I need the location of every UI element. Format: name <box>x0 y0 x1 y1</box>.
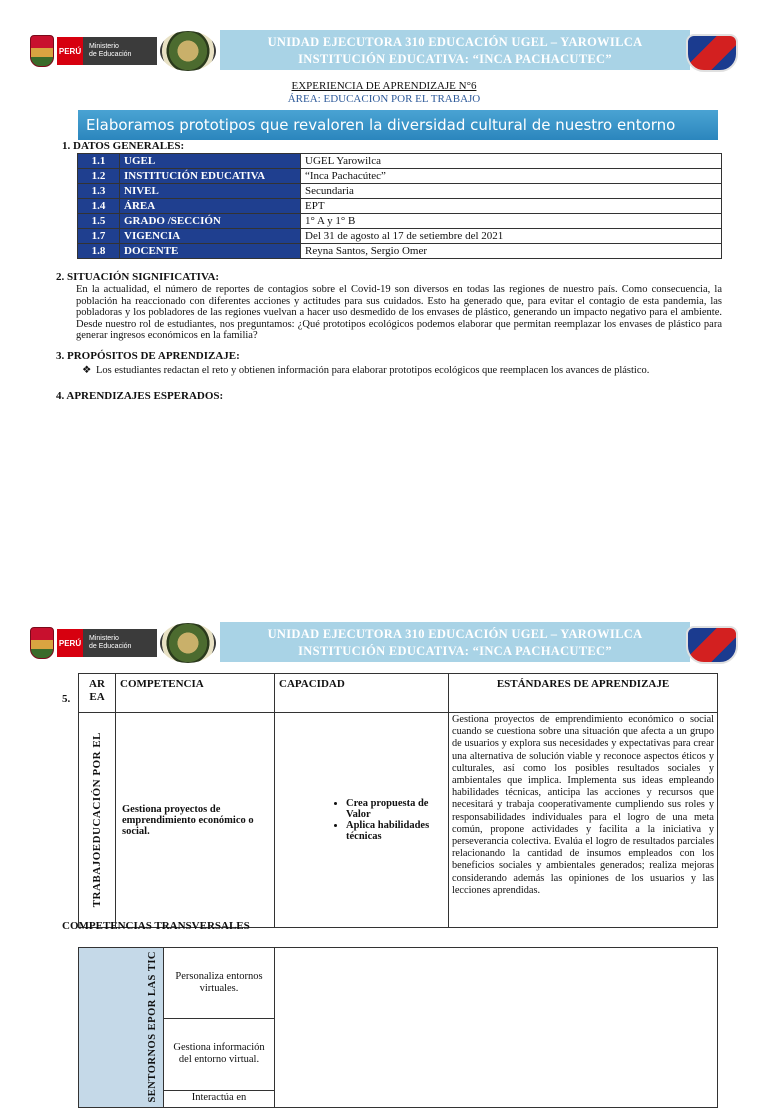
transversal-option: Gestiona información del entorno virtual. <box>164 1019 275 1090</box>
section-general-data: 1. DATOS GENERALES: <box>62 140 185 152</box>
general-data-row <box>78 214 722 229</box>
row-label: INSTITUCIÓN EDUCATIVA <box>120 169 301 184</box>
area-cell <box>79 713 116 928</box>
row-number: 1.4 <box>78 199 120 214</box>
purpose-text: Los estudiantes redactan el reto y obtienen información para elaborar prototipos ecológicos que reemplacen los avances de plástico. <box>96 365 650 376</box>
general-data-row <box>78 184 722 199</box>
experience-title: EXPERIENCIA DE APRENDIZAJE N°6 <box>291 80 477 92</box>
competency-table <box>78 673 718 928</box>
purpose-item <box>82 365 716 377</box>
general-data-row <box>78 229 722 244</box>
school-shield-icon <box>686 626 738 664</box>
theme-title: Elaboramos prototipos que revaloren la diversidad cultural de nuestro entorno <box>78 110 718 140</box>
transversal-option: Personaliza entornos virtuales. <box>164 948 275 1019</box>
general-data-row <box>78 199 722 214</box>
row-label: NIVEL <box>120 184 301 199</box>
school-shield-icon <box>686 34 738 72</box>
row-value: 1° A y 1° B <box>301 214 722 229</box>
ugel-logo-icon <box>160 623 216 663</box>
row-label: VIGENCIA <box>120 229 301 244</box>
header-capacidad: CAPACIDAD <box>275 674 449 713</box>
header-competencia: COMPETENCIA <box>116 674 275 713</box>
transversal-empty-cell <box>275 948 718 1108</box>
row-value: Del 31 de agosto al 17 de setiembre del 2021 <box>301 229 722 244</box>
row-number: 1.3 <box>78 184 120 199</box>
section-expected-learning: 4. APRENDIZAJES ESPERADOS: <box>56 390 224 402</box>
peru-crest-icon <box>30 627 54 659</box>
ministry-logo <box>30 626 158 660</box>
transversal-vertical-label: SENTORNOS EPOR LAS TIC <box>147 951 158 1103</box>
header-banner <box>220 622 690 662</box>
ministry-logo <box>30 34 158 68</box>
row-label: DOCENTE <box>120 244 301 259</box>
transversal-vertical-cell <box>79 948 164 1108</box>
section-situation: 2. SITUACIÓN SIGNIFICATIVA: <box>56 271 220 283</box>
row-number: 1.7 <box>78 229 120 244</box>
row-label: UGEL <box>120 154 301 169</box>
competency-header-row <box>79 674 718 713</box>
capacities-cell <box>275 713 449 928</box>
section-purposes: 3. PROPÓSITOS DE APRENDIZAJE: <box>56 350 240 362</box>
peru-label: PERÚ <box>57 629 83 657</box>
standard-text: Gestiona proyectos de emprendimiento económico o social cuando se cuestiona sobre una situación que afecta a un grupo de usuarios y explora sus necesidades y expectativas para crear una alternativa de solución viable y reconoce aspectos éticos y culturales, así como los posibles resultados sociales y ambientales que implica. Implementa sus ideas empleando habilidades técnicas, anticipa las acciones y recursos que necesitará y trabaja cooperativamente cumpliendo sus roles y responsabilidades individuales para el logro de una meta común, propone actividades y facilita a la iniciativa y perseverancia colectiva. Evalúa el logro de resultados parciales relacionando la cantidad de insumos empleados con los beneficios sociales y ambientales generados; realiza mejoras considerando además las opiniones de los usuarios y las lecciones aprendidas. <box>449 713 718 928</box>
competency-name: Gestiona proyectos de emprendimiento económico o social. <box>116 713 275 928</box>
ministry-label: Ministerio de Educación <box>83 37 157 65</box>
transversal-option: Interactúa en <box>164 1090 275 1107</box>
row-label: GRADO /SECCIÓN <box>120 214 301 229</box>
banner-line-2: INSTITUCIÓN EDUCATIVA: “INCA PACHACUTEC” <box>298 644 612 658</box>
row-value: Reyna Santos, Sergio Omer <box>301 244 722 259</box>
section-5-number: 5. <box>62 693 71 705</box>
general-data-row <box>78 169 722 184</box>
peru-crest-icon <box>30 35 54 67</box>
row-number: 1.1 <box>78 154 120 169</box>
general-data-row <box>78 244 722 259</box>
area-title: ÁREA: EDUCACION POR EL TRABAJO <box>287 93 481 105</box>
row-label: ÁREA <box>120 199 301 214</box>
banner-line-1: UNIDAD EJECUTORA 310 EDUCACIÓN UGEL – YAROWILCA <box>267 627 643 641</box>
peru-label: PERÚ <box>57 37 83 65</box>
transversal-table <box>78 947 718 1108</box>
row-number: 1.8 <box>78 244 120 259</box>
row-value: “Inca Pachacútec” <box>301 169 722 184</box>
banner-line-2: INSTITUCIÓN EDUCATIVA: “INCA PACHACUTEC” <box>298 52 612 66</box>
capacity-item: • Aplica habilidades técnicas <box>346 820 447 842</box>
header-estandares: ESTÁNDARES DE APRENDIZAJE <box>449 674 718 713</box>
ministry-label: Ministerio de Educación <box>83 629 157 657</box>
general-data-table <box>77 153 722 259</box>
header-area: AR EA <box>79 674 116 713</box>
area-vertical-label: TRABAJOEDUCACIÓN POR EL <box>91 732 103 908</box>
banner-line-1: UNIDAD EJECUTORA 310 EDUCACIÓN UGEL – YAROWILCA <box>267 35 643 49</box>
row-value: Secundaria <box>301 184 722 199</box>
general-data-row <box>78 154 722 169</box>
capacity-item: • Crea propuesta de Valor <box>346 798 447 820</box>
header-banner <box>220 30 690 70</box>
competency-row <box>79 713 718 928</box>
row-number: 1.2 <box>78 169 120 184</box>
section-transversal: COMPETENCIAS TRANSVERSALES <box>62 920 250 932</box>
bullet-diamond-icon: ❖ <box>82 365 92 376</box>
ugel-logo-icon <box>160 31 216 71</box>
row-value: UGEL Yarowilca <box>301 154 722 169</box>
row-number: 1.5 <box>78 214 120 229</box>
page-header-2 <box>30 622 742 666</box>
row-value: EPT <box>301 199 722 214</box>
page-header <box>30 30 742 74</box>
situation-text: En la actualidad, el número de reportes de contagios sobre el Covid-19 son diversos en todas las regiones de nuestro país. Como consecuencia, la población ha reaccionado con diferentes acciones y actitudes para sus cuidados. Esto ha generado que, para evitar el contagio de esta pandemia, las pobladoras y los pobladores de las regiones vuelvan a hacer uso desmedido de los envases de plástico, generando un impacto negativo para el ambiente. Desde nuestro rol de estudiantes, nos preguntamos: ¿Qué prototipos ecológicos podemos elaborar que permitan reemplazar los envases de plástico para generar ingresos económicos en la familia? <box>76 284 722 342</box>
